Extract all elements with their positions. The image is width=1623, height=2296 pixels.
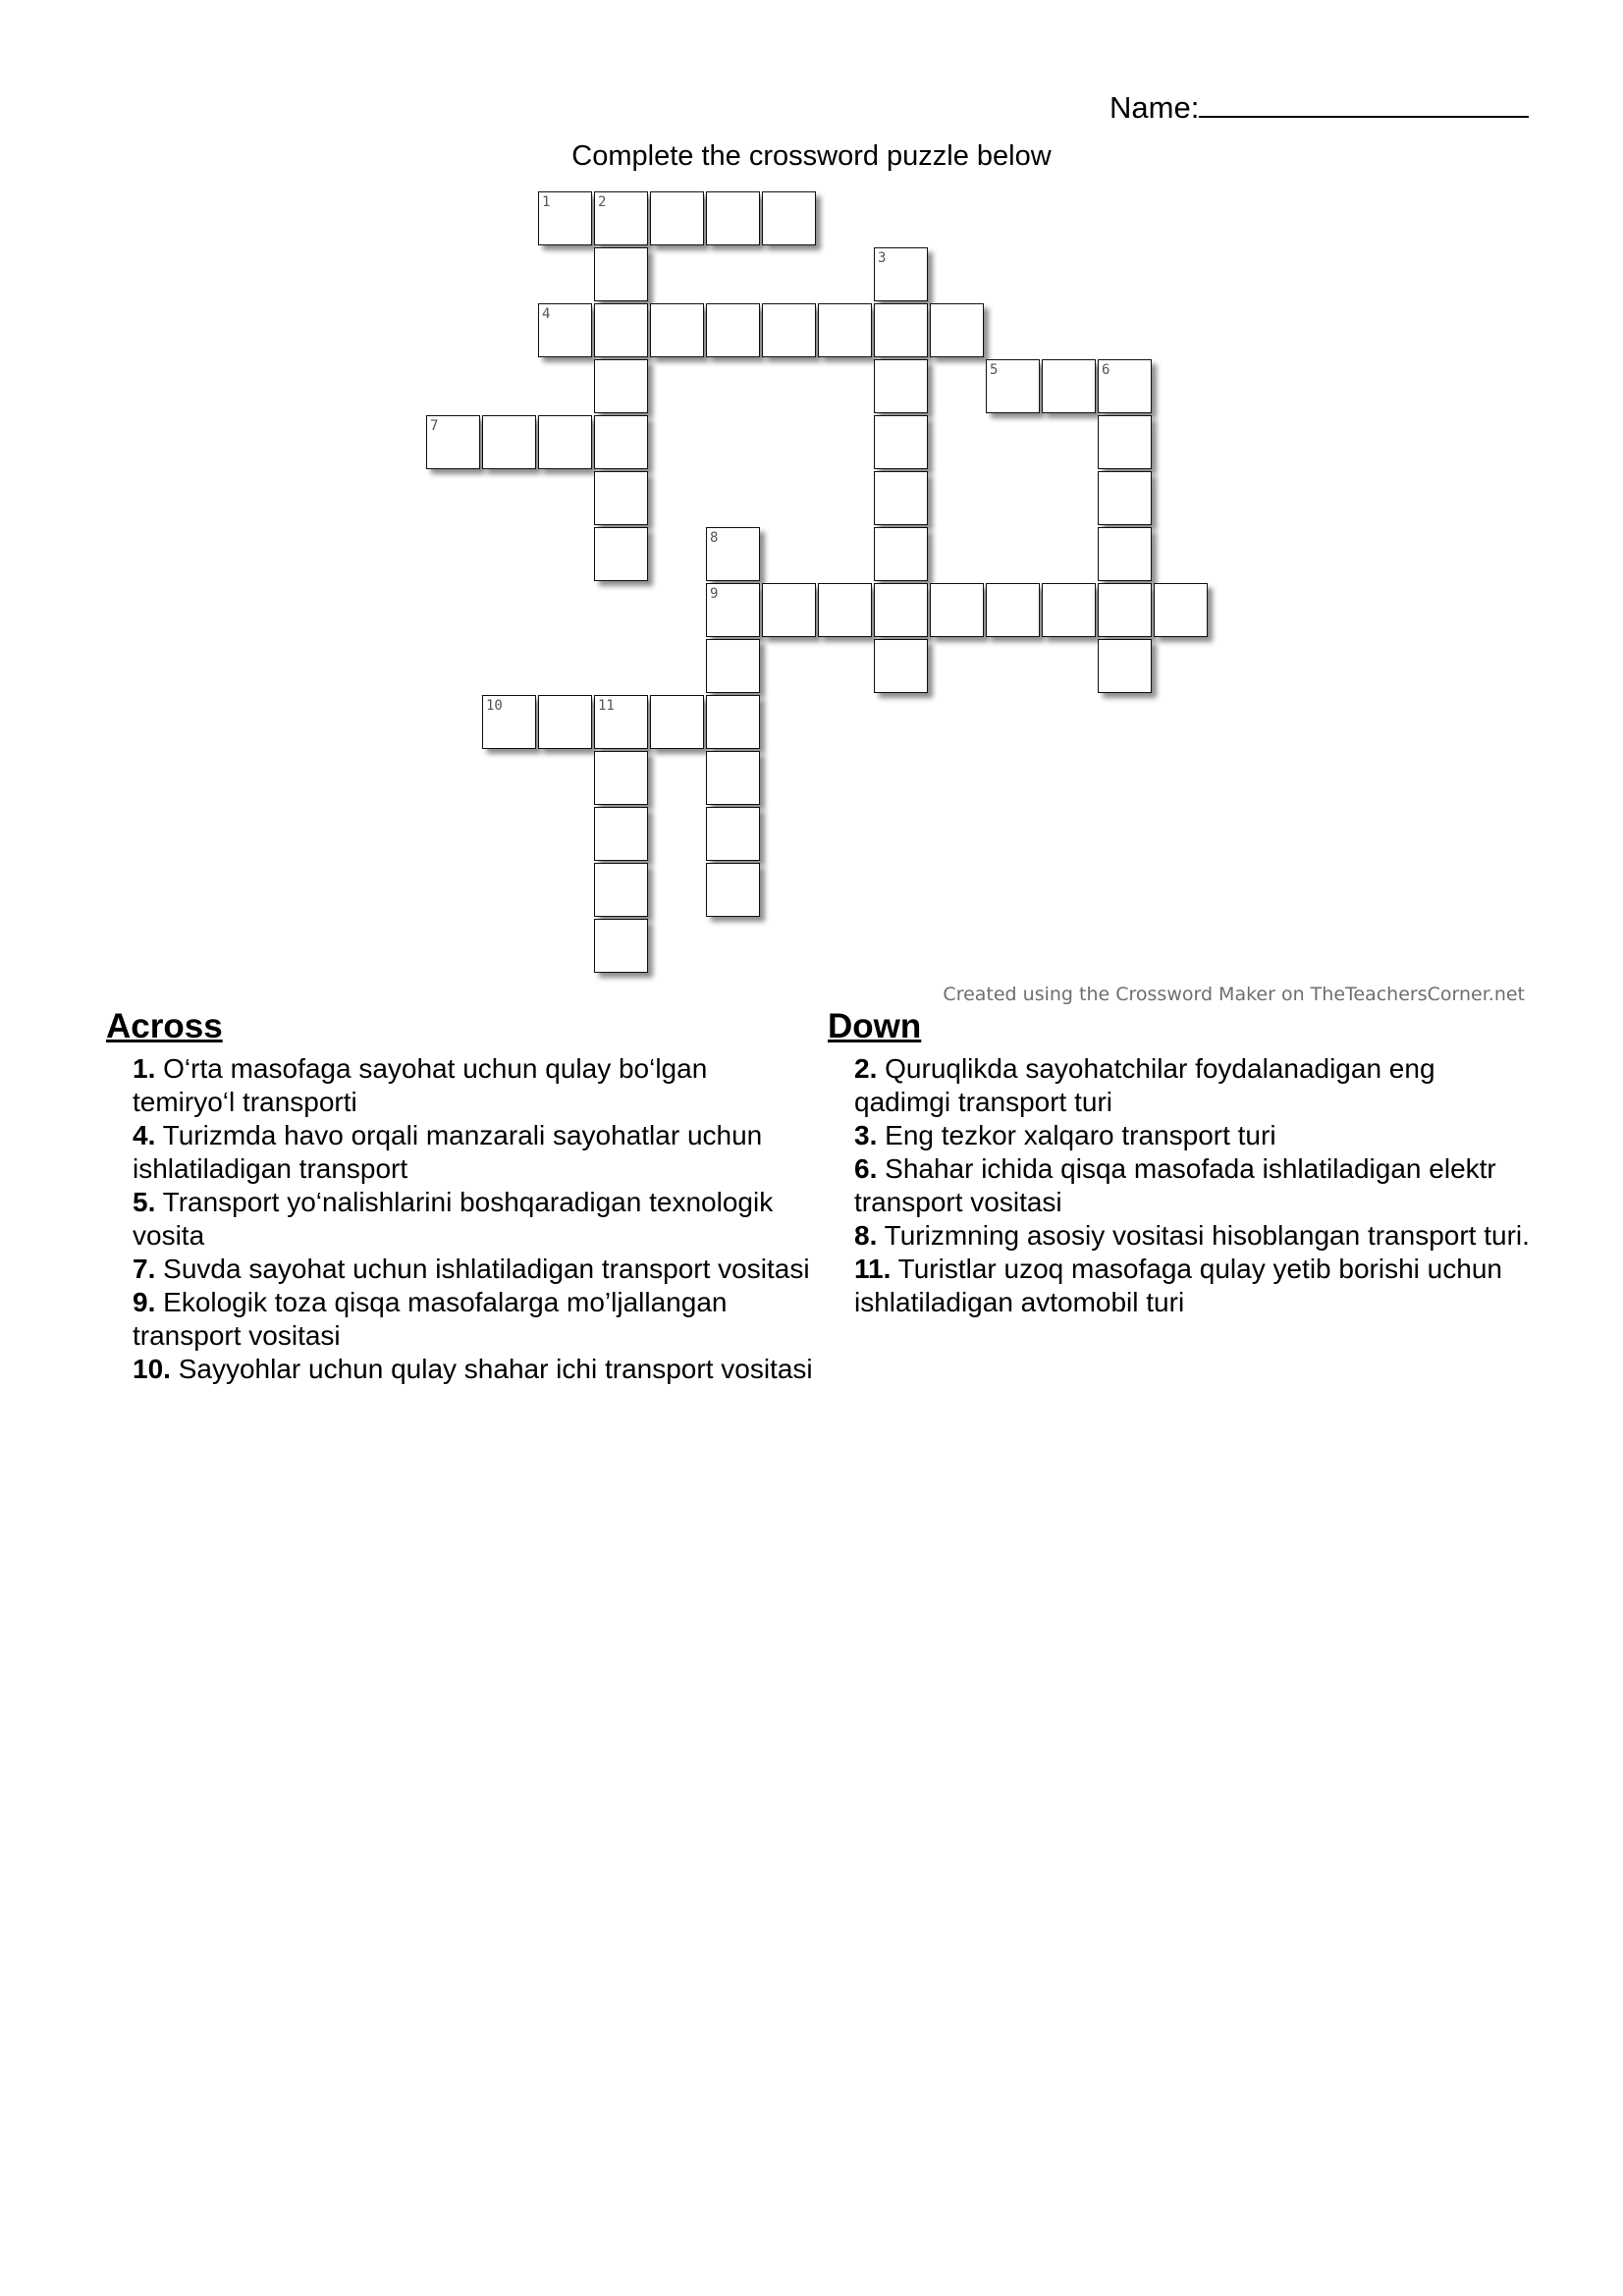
grid-cell[interactable] [594, 359, 648, 413]
grid-cell[interactable] [706, 527, 760, 581]
clue-number: 4. [133, 1120, 156, 1150]
clue-item [828, 1253, 1535, 1319]
grid-cell[interactable] [706, 863, 760, 917]
cell-number: 11 [598, 698, 615, 714]
grid-cell[interactable] [594, 919, 648, 973]
clue-text: Turizmda havo orqali manzarali sayohatlar uchun ishlatiladigan transport [133, 1120, 763, 1184]
grid-cell[interactable] [762, 583, 816, 637]
across-heading: Across [106, 1007, 223, 1045]
grid-cell[interactable] [538, 303, 592, 357]
grid-cell[interactable] [538, 191, 592, 245]
grid-cell[interactable] [650, 303, 704, 357]
clue-text: Shahar ichida qisqa masofada ishlatiladigan elektr transport vositasi [854, 1153, 1496, 1217]
clue-item [828, 1052, 1535, 1119]
grid-cell[interactable] [594, 807, 648, 861]
grid-cell[interactable] [594, 751, 648, 805]
grid-cell[interactable] [1098, 583, 1152, 637]
clue-item [828, 1219, 1535, 1253]
clue-number: 3. [854, 1120, 878, 1150]
clue-number: 6. [854, 1153, 878, 1184]
grid-cell[interactable] [706, 303, 760, 357]
clue-item [106, 1353, 813, 1386]
grid-cell[interactable] [874, 639, 928, 693]
clue-text: O‘rta masofaga sayohat uchun qulay bo‘lgan temiryo‘l transporti [133, 1053, 708, 1117]
cell-number: 9 [710, 586, 719, 602]
grid-cell[interactable] [986, 359, 1040, 413]
grid-cell[interactable] [874, 415, 928, 469]
grid-cell[interactable] [762, 303, 816, 357]
instructions: Complete the crossword puzzle below [571, 140, 1052, 172]
grid-cell[interactable] [706, 583, 760, 637]
grid-cell[interactable] [594, 247, 648, 301]
clue-number: 10. [133, 1354, 171, 1384]
grid-cell[interactable] [1098, 415, 1152, 469]
grid-cell[interactable] [426, 415, 480, 469]
grid-cell[interactable] [1098, 471, 1152, 525]
clue-item [106, 1119, 813, 1186]
grid-cell[interactable] [706, 695, 760, 749]
grid-cell[interactable] [482, 415, 536, 469]
cell-number: 10 [486, 698, 503, 714]
grid-cell[interactable] [818, 303, 872, 357]
clue-number: 8. [854, 1220, 878, 1251]
cell-number: 6 [1102, 362, 1110, 378]
name-blank-line[interactable] [1199, 86, 1529, 118]
clue-text: Quruqlikda sayohatchilar foydalanadigan eng qadimgi transport turi [854, 1053, 1435, 1117]
grid-cell[interactable] [930, 583, 984, 637]
grid-cell[interactable] [706, 639, 760, 693]
name-field [1109, 86, 1529, 126]
clue-item [106, 1253, 813, 1286]
down-heading: Down [828, 1007, 922, 1045]
grid-cell[interactable] [1154, 583, 1208, 637]
credit-text: Created using the Crossword Maker on TheTeachersCorner.net [943, 984, 1525, 1005]
clue-text: Turizmning asosiy vositasi hisoblangan transport turi. [884, 1220, 1530, 1251]
cell-number: 7 [430, 418, 439, 434]
clue-number: 1. [133, 1053, 156, 1084]
clue-number: 11. [854, 1254, 892, 1284]
clue-item [106, 1186, 813, 1253]
clue-item [106, 1052, 813, 1119]
clue-text: Sayyohlar uchun qulay shahar ichi transport vositasi [178, 1354, 813, 1384]
clue-number: 2. [854, 1053, 878, 1084]
clue-text: Eng tezkor xalqaro transport turi [885, 1120, 1276, 1150]
clue-number: 9. [133, 1287, 156, 1317]
grid-cell[interactable] [874, 247, 928, 301]
grid-cell[interactable] [650, 191, 704, 245]
cell-number: 1 [542, 194, 551, 210]
across-clues [106, 1005, 813, 1386]
grid-cell[interactable] [1042, 359, 1096, 413]
cell-number: 8 [710, 530, 719, 546]
grid-cell[interactable] [594, 695, 648, 749]
clue-number: 5. [133, 1187, 156, 1217]
grid-cell[interactable] [594, 863, 648, 917]
grid-cell[interactable] [538, 695, 592, 749]
grid-cell[interactable] [762, 191, 816, 245]
grid-cell[interactable] [874, 583, 928, 637]
grid-cell[interactable] [706, 807, 760, 861]
grid-cell[interactable] [594, 191, 648, 245]
grid-cell[interactable] [1098, 639, 1152, 693]
grid-cell[interactable] [594, 527, 648, 581]
clue-item [106, 1286, 813, 1353]
grid-cell[interactable] [538, 415, 592, 469]
grid-cell[interactable] [818, 583, 872, 637]
clue-text: Suvda sayohat uchun ishlatiladigan transport vositasi [163, 1254, 810, 1284]
grid-cell[interactable] [874, 303, 928, 357]
grid-cell[interactable] [1042, 583, 1096, 637]
name-label: Name: [1109, 90, 1200, 125]
cell-number: 5 [990, 362, 999, 378]
clue-number: 7. [133, 1254, 156, 1284]
cell-number: 4 [542, 306, 551, 322]
grid-cell[interactable] [706, 751, 760, 805]
grid-cell[interactable] [594, 471, 648, 525]
cell-number: 3 [878, 250, 887, 266]
grid-cell[interactable] [594, 303, 648, 357]
grid-cell[interactable] [874, 359, 928, 413]
grid-cell[interactable] [874, 471, 928, 525]
grid-cell[interactable] [594, 415, 648, 469]
grid-cell[interactable] [986, 583, 1040, 637]
grid-cell[interactable] [706, 191, 760, 245]
clue-text: Ekologik toza qisqa masofalarga mo’ljallangan transport vositasi [133, 1287, 728, 1351]
grid-cell[interactable] [874, 527, 928, 581]
grid-cell[interactable] [482, 695, 536, 749]
grid-cell[interactable] [930, 303, 984, 357]
down-clues [828, 1005, 1535, 1319]
grid-cell[interactable] [1098, 527, 1152, 581]
clue-text: Transport yo‘nalishlarini boshqaradigan texnologik vosita [133, 1187, 774, 1251]
clue-item [828, 1119, 1535, 1152]
grid-cell[interactable] [650, 695, 704, 749]
clue-text: Turistlar uzoq masofaga qulay yetib borishi uchun ishlatiladigan avtomobil turi [854, 1254, 1502, 1317]
grid-cell[interactable] [1098, 359, 1152, 413]
cell-number: 2 [598, 194, 607, 210]
clue-item [828, 1152, 1535, 1219]
